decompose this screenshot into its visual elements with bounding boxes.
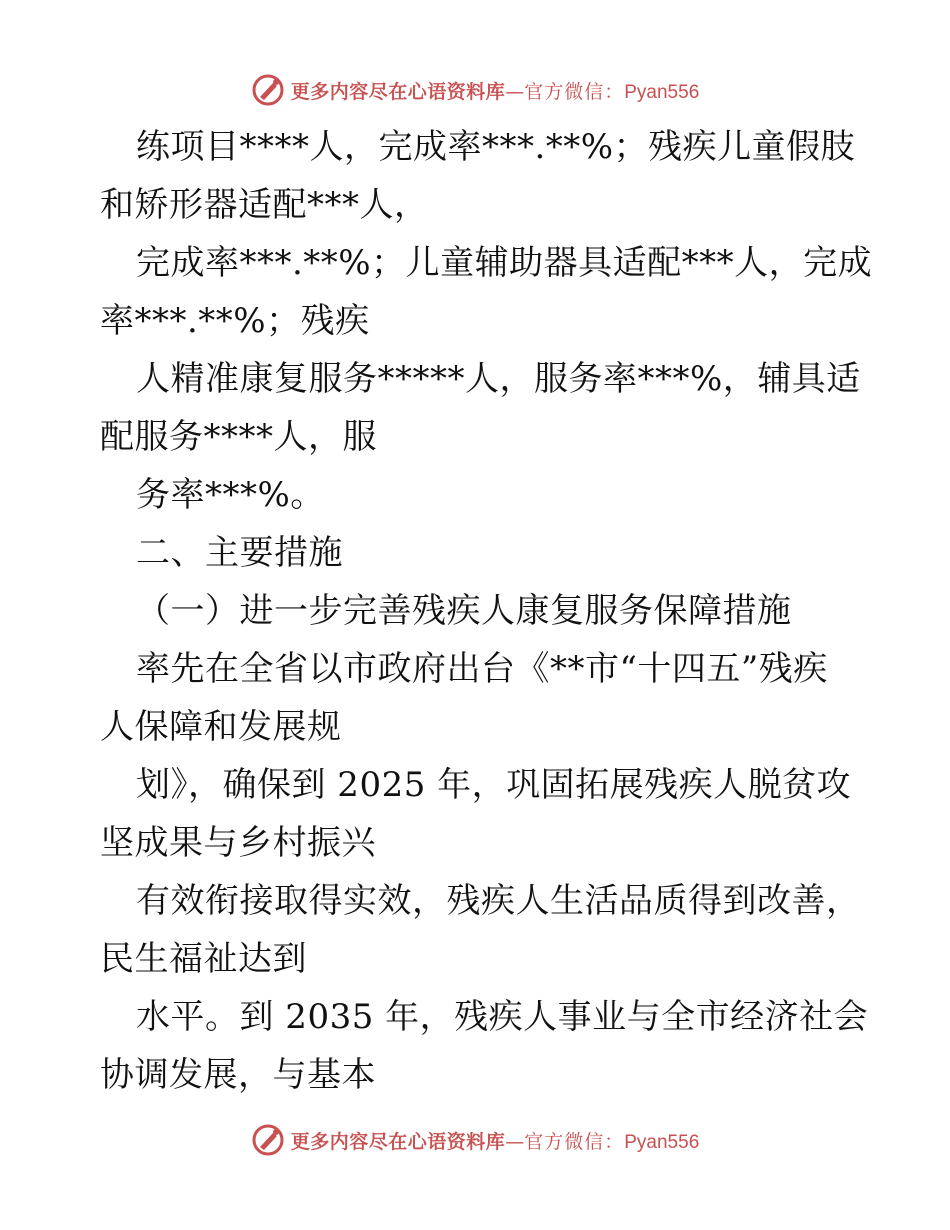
- footer-banner: [0, 1120, 950, 1160]
- text-line: 和矫形器适配***人，: [100, 185, 429, 225]
- banner-brand-text: 更多内容尽在心语资料库: [290, 80, 506, 103]
- text-line: 率***.**%；残疾: [100, 301, 370, 341]
- text-line: 坚成果与乡村振兴: [100, 823, 376, 863]
- banner-separator: —: [505, 1130, 525, 1153]
- brand-logo-icon: [251, 73, 285, 107]
- text-line: 协调发展，与基本: [100, 1055, 376, 1095]
- banner-wechat-id: Pyan556: [624, 1131, 700, 1153]
- section-heading: 二、主要措施: [136, 533, 343, 573]
- banner-wechat-id: Pyan556: [624, 81, 700, 103]
- brand-logo-icon: [251, 1123, 285, 1157]
- text-line: 练项目****人，完成率***.**%；残疾儿童假肢: [136, 127, 856, 167]
- text-line: 民生福祉达到: [100, 939, 307, 979]
- text-line: 水平。到 2035 年，残疾人事业与全市经济社会: [136, 997, 869, 1037]
- text-line: 务率***%。: [136, 475, 325, 515]
- banner-separator: —: [505, 80, 525, 103]
- text-line: 配服务****人，服: [100, 417, 377, 457]
- text-line: 划》，确保到 2025 年，巩固拓展残疾人脱贫攻: [136, 765, 852, 805]
- banner-wechat-label: 官方微信：: [524, 80, 625, 103]
- banner-brand-text: 更多内容尽在心语资料库: [290, 1130, 506, 1153]
- text-line: 人保障和发展规: [100, 707, 342, 747]
- text-line: 有效衔接取得实效，残疾人生活品质得到改善，: [136, 881, 861, 921]
- subsection-heading: （一）进一步完善残疾人康复服务保障措施: [136, 591, 792, 631]
- header-banner: [0, 70, 950, 110]
- banner-wechat-label: 官方微信：: [524, 1130, 625, 1153]
- text-line: 率先在全省以市政府出台《**市“十四五”残疾: [136, 649, 828, 689]
- text-line: 完成率***.**%；儿童辅助器具适配***人，完成: [136, 243, 873, 283]
- text-line: 人精准康复服务*****人，服务率***%，辅具适: [136, 359, 861, 399]
